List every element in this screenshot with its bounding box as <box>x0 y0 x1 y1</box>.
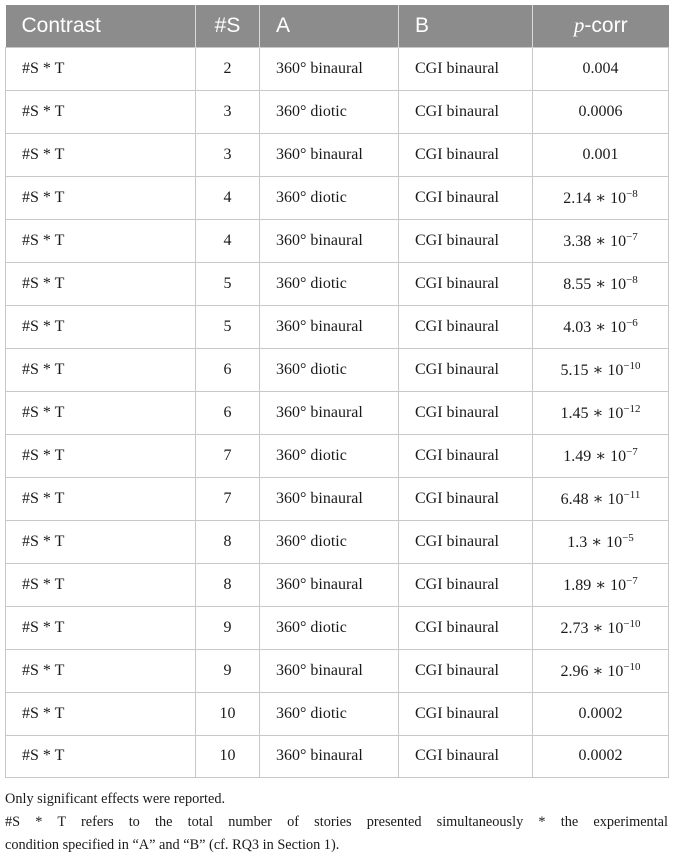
cell-stories: 5 <box>196 305 260 348</box>
cell-stories: 6 <box>196 348 260 391</box>
table-body <box>6 47 669 777</box>
cell-condition-a: 360° diotic <box>260 520 399 563</box>
header-contrast: Contrast <box>6 5 196 47</box>
p-value-base: 8.55 ∗ 10 <box>563 275 627 293</box>
cell-condition-a: 360° binaural <box>260 391 399 434</box>
p-value-exponent: −10 <box>623 359 641 372</box>
p-value-base: 1.45 ∗ 10 <box>560 404 624 422</box>
cell-stories: 4 <box>196 176 260 219</box>
cell-condition-b: CGI binaural <box>399 692 533 735</box>
p-value-base: 4.03 ∗ 10 <box>563 318 627 336</box>
cell-stories: 6 <box>196 391 260 434</box>
table-row <box>6 520 669 563</box>
cell-contrast: #S * T <box>6 434 196 477</box>
table-row <box>6 176 669 219</box>
table-row <box>6 305 669 348</box>
cell-stories: 2 <box>196 47 260 90</box>
cell-p-corr <box>533 563 669 606</box>
cell-condition-a: 360° diotic <box>260 348 399 391</box>
cell-contrast: #S * T <box>6 391 196 434</box>
cell-condition-b: CGI binaural <box>399 348 533 391</box>
table-header-row <box>6 5 669 47</box>
cell-condition-b: CGI binaural <box>399 47 533 90</box>
cell-p-corr <box>533 477 669 520</box>
p-value-base: 6.48 ∗ 10 <box>560 490 624 508</box>
cell-condition-b: CGI binaural <box>399 133 533 176</box>
table-row <box>6 391 669 434</box>
cell-condition-b: CGI binaural <box>399 606 533 649</box>
p-value-base: 5.15 ∗ 10 <box>560 361 624 379</box>
table-row <box>6 219 669 262</box>
cell-condition-b: CGI binaural <box>399 305 533 348</box>
cell-p-corr <box>533 391 669 434</box>
table-footnotes <box>5 788 668 857</box>
cell-condition-a: 360° diotic <box>260 606 399 649</box>
header-s: #S <box>196 5 260 47</box>
p-value-base: 0.0002 <box>578 704 623 722</box>
p-value-exponent: −5 <box>622 531 634 544</box>
p-value-exponent: −8 <box>626 273 638 286</box>
cell-p-corr <box>533 606 669 649</box>
p-value-exponent: −12 <box>623 402 641 415</box>
cell-p-corr <box>533 47 669 90</box>
p-value-exponent: −7 <box>626 574 638 587</box>
table-row <box>6 649 669 692</box>
cell-stories: 8 <box>196 563 260 606</box>
p-value-base: 1.89 ∗ 10 <box>563 576 627 594</box>
header-b: B <box>399 5 533 47</box>
cell-condition-a: 360° binaural <box>260 563 399 606</box>
footnote-definition-line2: condition specified in “A” and “B” (cf. RQ3 in Section 1). <box>5 837 340 853</box>
table-row <box>6 90 669 133</box>
table-row <box>6 262 669 305</box>
cell-stories: 7 <box>196 477 260 520</box>
table-row <box>6 434 669 477</box>
cell-condition-b: CGI binaural <box>399 391 533 434</box>
header-a: A <box>260 5 399 47</box>
table-row <box>6 477 669 520</box>
cell-contrast: #S * T <box>6 348 196 391</box>
table-row <box>6 348 669 391</box>
cell-p-corr <box>533 219 669 262</box>
cell-contrast: #S * T <box>6 90 196 133</box>
cell-p-corr <box>533 262 669 305</box>
cell-contrast: #S * T <box>6 47 196 90</box>
cell-contrast: #S * T <box>6 176 196 219</box>
cell-contrast: #S * T <box>6 649 196 692</box>
header-p-corr <box>533 5 669 47</box>
cell-condition-a: 360° diotic <box>260 90 399 133</box>
p-value-base: 1.49 ∗ 10 <box>563 447 627 465</box>
cell-p-corr <box>533 133 669 176</box>
cell-stories: 9 <box>196 606 260 649</box>
cell-condition-b: CGI binaural <box>399 735 533 777</box>
footnote-significance: Only significant effects were reported. <box>5 791 226 807</box>
p-value-exponent: −7 <box>626 230 638 243</box>
cell-condition-a: 360° binaural <box>260 735 399 777</box>
cell-stories: 9 <box>196 649 260 692</box>
cell-stories: 10 <box>196 692 260 735</box>
p-value-exponent: −7 <box>626 445 638 458</box>
cell-condition-b: CGI binaural <box>399 262 533 305</box>
cell-contrast: #S * T <box>6 219 196 262</box>
cell-p-corr <box>533 90 669 133</box>
cell-condition-a: 360° diotic <box>260 434 399 477</box>
cell-p-corr <box>533 176 669 219</box>
cell-condition-b: CGI binaural <box>399 434 533 477</box>
cell-condition-b: CGI binaural <box>399 649 533 692</box>
cell-p-corr <box>533 305 669 348</box>
table-row <box>6 47 669 90</box>
cell-stories: 5 <box>196 262 260 305</box>
cell-stories: 3 <box>196 133 260 176</box>
cell-contrast: #S * T <box>6 133 196 176</box>
cell-contrast: #S * T <box>6 735 196 777</box>
cell-condition-a: 360° binaural <box>260 305 399 348</box>
p-value-base: 0.001 <box>582 145 619 163</box>
table-row <box>6 606 669 649</box>
cell-stories: 3 <box>196 90 260 133</box>
cell-contrast: #S * T <box>6 692 196 735</box>
p-value-base: 0.004 <box>582 59 619 77</box>
p-value-exponent: −11 <box>623 488 641 501</box>
p-value-base: 1.3 ∗ 10 <box>567 533 623 551</box>
p-value-exponent: −6 <box>626 316 638 329</box>
p-value-exponent: −8 <box>626 187 638 200</box>
p-value-exponent: −10 <box>623 660 641 673</box>
table-row <box>6 692 669 735</box>
cell-stories: 4 <box>196 219 260 262</box>
cell-condition-b: CGI binaural <box>399 477 533 520</box>
cell-p-corr <box>533 735 669 777</box>
cell-p-corr <box>533 348 669 391</box>
p-value-base: 2.73 ∗ 10 <box>560 619 624 637</box>
p-value-base: 2.96 ∗ 10 <box>560 662 624 680</box>
cell-condition-a: 360° diotic <box>260 176 399 219</box>
cell-contrast: #S * T <box>6 606 196 649</box>
cell-condition-a: 360° binaural <box>260 133 399 176</box>
cell-p-corr <box>533 692 669 735</box>
results-table <box>5 5 669 778</box>
cell-p-corr <box>533 434 669 477</box>
table-row <box>6 735 669 777</box>
p-value-base: 3.38 ∗ 10 <box>563 232 627 250</box>
cell-stories: 10 <box>196 735 260 777</box>
table-row <box>6 563 669 606</box>
cell-condition-b: CGI binaural <box>399 90 533 133</box>
p-value-exponent: −10 <box>623 617 641 630</box>
cell-contrast: #S * T <box>6 305 196 348</box>
cell-condition-a: 360° binaural <box>260 219 399 262</box>
cell-condition-a: 360° binaural <box>260 477 399 520</box>
cell-contrast: #S * T <box>6 520 196 563</box>
cell-contrast: #S * T <box>6 262 196 305</box>
cell-stories: 8 <box>196 520 260 563</box>
cell-p-corr <box>533 649 669 692</box>
cell-condition-b: CGI binaural <box>399 176 533 219</box>
table-row <box>6 133 669 176</box>
cell-contrast: #S * T <box>6 563 196 606</box>
p-value-base: 2.14 ∗ 10 <box>563 189 627 207</box>
cell-stories: 7 <box>196 434 260 477</box>
cell-condition-a: 360° diotic <box>260 692 399 735</box>
cell-condition-a: 360° diotic <box>260 262 399 305</box>
cell-condition-a: 360° binaural <box>260 47 399 90</box>
cell-p-corr <box>533 520 669 563</box>
cell-condition-b: CGI binaural <box>399 520 533 563</box>
header-p-rest: -corr <box>584 14 628 38</box>
cell-condition-b: CGI binaural <box>399 219 533 262</box>
p-value-base: 0.0006 <box>578 102 623 120</box>
header-p-italic: p <box>573 13 585 38</box>
cell-contrast: #S * T <box>6 477 196 520</box>
cell-condition-a: 360° binaural <box>260 649 399 692</box>
cell-condition-b: CGI binaural <box>399 563 533 606</box>
p-value-base: 0.0002 <box>578 747 623 764</box>
footnote-definition-line1: #S * T refers to the total number of stories presented simultaneously * the experimental <box>5 814 668 830</box>
